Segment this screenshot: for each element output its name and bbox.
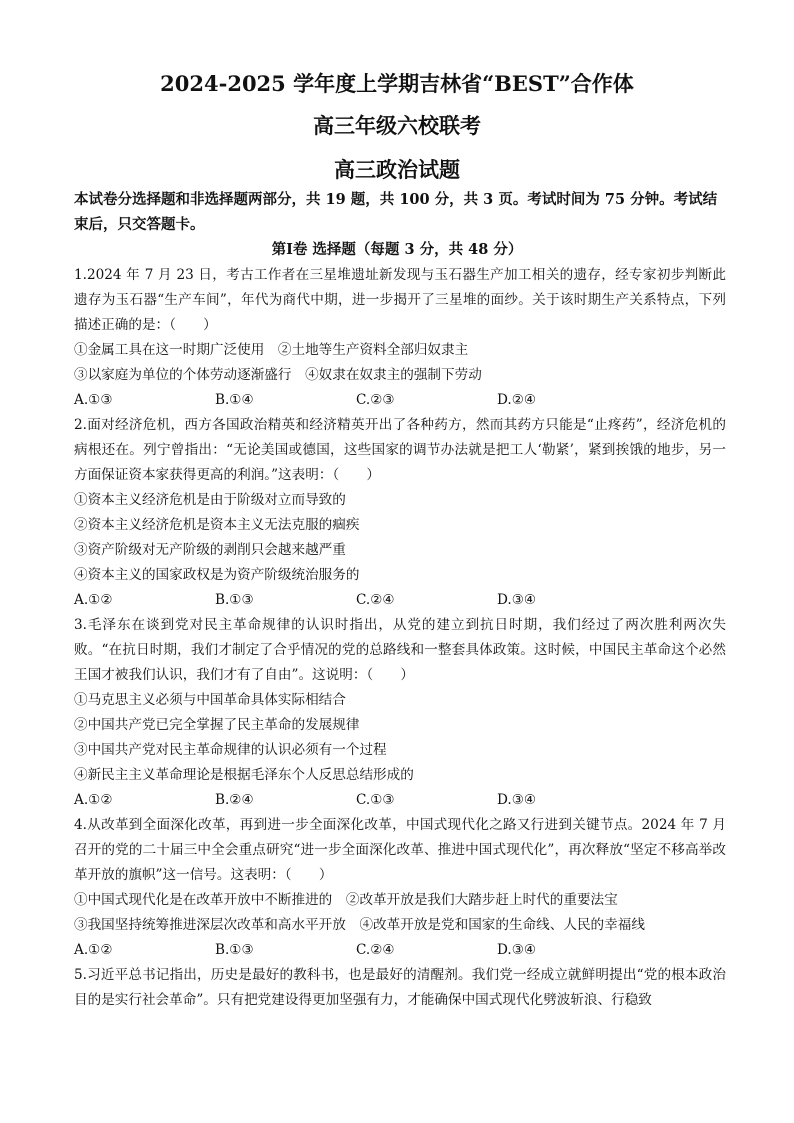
answer-choices: [74, 788, 726, 813]
answer-choices: [74, 938, 726, 963]
question-option: ①资本主义经济危机是由于阶级对立而导致的: [74, 492, 346, 508]
question-option: ③中国共产党对民主革命规律的认识必须有一个过程: [74, 742, 387, 758]
question-option: ①马克思主义必须与中国革命具体实际相结合: [74, 692, 346, 708]
answer-choice: D.③④: [497, 592, 537, 608]
question-option: ③资产阶级对无产阶级的剥削只会越来越严重: [74, 542, 346, 558]
answer-choice: C.②④: [356, 592, 395, 608]
answer-choice: A.①③: [74, 392, 113, 408]
answer-choice: C.②④: [356, 942, 395, 958]
question-5: [74, 963, 726, 1013]
exam-title-line2: 高三年级六校联考: [313, 113, 481, 138]
question-stem: 5.习近平总书记指出，历史是最好的教科书，也是最好的清醒剂。我们党一经成立就鲜明提出“党的根本政治目的是实行社会革命”。只有把党建设得更加坚强有力，才能确保中国式现代化劈波斩浪、行稳致: [74, 967, 726, 1008]
question-stem: 2.面对经济危机，西方各国政治精英和经济精英开出了各种药方，然而其药方只能是“止疼药”，经济危机的病根还在。列宁曾指出：“无论美国或德国，这些国家的调节办法就是把工人‘勒紧’，紧到挨饿的地步，另一方面保证资本家获得更高的利润。”这表明：（ ）: [74, 417, 726, 483]
question-option: ②资本主义经济危机是资本主义无法克服的痼疾: [74, 517, 360, 533]
answer-choice: A.①②: [74, 942, 113, 958]
question-option: ④资本主义的国家政权是为资产阶级统治服务的: [74, 567, 360, 583]
answer-choice: B.①④: [215, 392, 254, 408]
answer-choice: D.②④: [497, 392, 537, 408]
question-list: [74, 263, 726, 1013]
question-option: ③以家庭为单位的个体劳动逐渐盛行 ④奴隶在奴隶主的强制下劳动: [74, 367, 482, 383]
question-2: [74, 413, 726, 613]
section-title: 第Ⅰ卷 选择题（每题 3 分，共 48 分）: [271, 241, 523, 258]
exam-title-line3: 高三政治试题: [334, 157, 460, 182]
question-4: [74, 813, 726, 963]
question-1: [74, 263, 726, 413]
answer-choice: A.①②: [74, 592, 113, 608]
answer-choice: C.①③: [356, 792, 395, 808]
question-option: ①金属工具在这一时期广泛使用 ②土地等生产资料全部归奴隶主: [74, 342, 469, 358]
answer-choices: [74, 388, 726, 413]
answer-choice: D.③④: [497, 942, 537, 958]
question-option: ④新民主主义革命理论是根据毛泽东个人反思总结形成的: [74, 767, 414, 783]
question-stem: 4.从改革到全面深化改革，再到进一步全面深化改革，中国式现代化之路又行进到关键节点。2024 年 7 月召开的党的二十届三中全会重点研究“进一步全面深化改革、推进中国式现代化”，再次释放“坚定不移高举改革开放的旗帜”这一信号。这表明：（ ）: [74, 817, 726, 883]
answer-choice: B.①③: [215, 942, 254, 958]
question-option: ①中国式现代化是在改革开放中不断推进的 ②改革开放是我们大踏步赶上时代的重要法宝: [74, 892, 618, 908]
answer-choice: D.③④: [497, 792, 537, 808]
question-option: ②中国共产党已完全掌握了民主革命的发展规律: [74, 717, 360, 733]
answer-choice: B.②④: [215, 792, 254, 808]
exam-notice: 本试卷分选择题和非选择题两部分，共 19 题，共 100 分，共 3 页。考试时间为 75 分钟。考试结束后，只交答题卡。: [74, 191, 718, 233]
answer-choices: [74, 588, 726, 613]
answer-choice: A.①②: [74, 792, 113, 808]
question-stem: 1.2024 年 7 月 23 日，考古工作者在三星堆遗址新发现与玉石器生产加工相关的遗存，经专家初步判断此遗存为玉石器“生产车间”，年代为商代中期，进一步揭开了三星堆的面纱。关于该时期生产关系特点，下列描述正确的是：（ ）: [74, 267, 726, 333]
answer-choice: B.①③: [215, 592, 254, 608]
question-option: ③我国坚持统筹推进深层次改革和高水平开放 ④改革开放是党和国家的生命线、人民的幸福线: [74, 917, 645, 933]
question-3: [74, 613, 726, 813]
answer-choice: C.②③: [356, 392, 395, 408]
exam-title-line1: 2024-2025 学年度上学期吉林省“BEST”合作体: [160, 71, 634, 96]
question-stem: 3.毛泽东在谈到党对民主革命规律的认识时指出，从党的建立到抗日时期，我们经过了两次胜利两次失败。“在抗日时期，我们才制定了合乎情况的党的总路线和一整套具体政策。这时候，中国民主革命这个必然王国才被我们认识，我们才有了自由”。这说明：（ ）: [74, 617, 726, 683]
